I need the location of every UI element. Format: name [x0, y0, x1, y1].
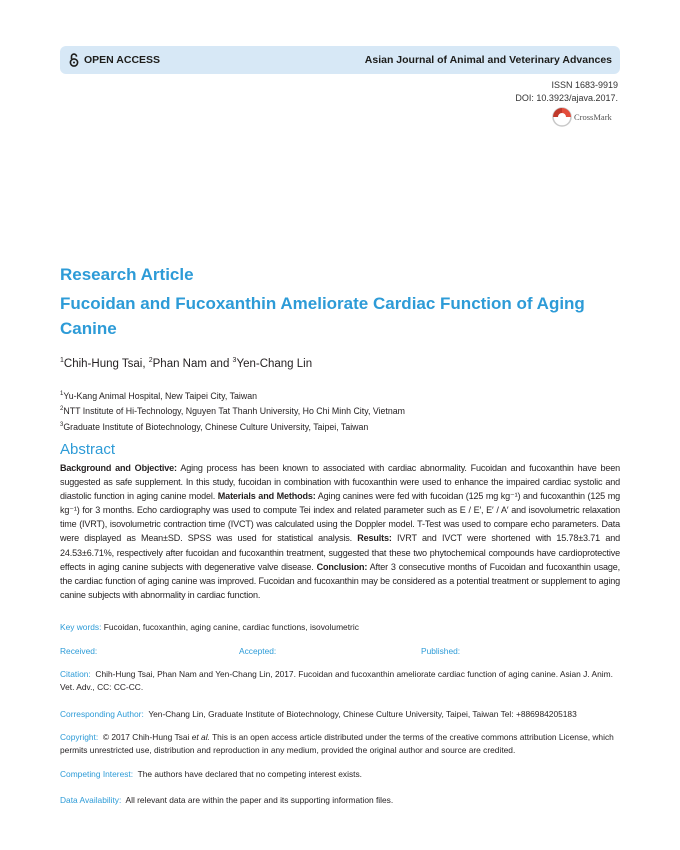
data-availability — [60, 794, 393, 807]
corresponding-author — [60, 708, 620, 721]
affiliation — [60, 388, 405, 403]
author-affil-marker: 3 — [232, 357, 237, 364]
abstract-heading: Abstract — [60, 441, 116, 458]
copyright-text-rest: This is an open access article distributed under the terms of the creative commons attribution License, which permits unrestricted use, distribution and reproduction in any medium, provided the original author and source are credited. — [60, 732, 614, 755]
crossmark-icon — [552, 107, 572, 127]
copyright-label: Copyright: — [60, 732, 99, 742]
copyright — [60, 731, 620, 757]
open-access-label: OPEN ACCESS — [84, 54, 161, 66]
crossmark-label: CrossMark — [574, 112, 612, 122]
abstract-text: Aging process has been known to associated with cardiac abnormality. Fucoidan and fucoxanthin have been suggested as safe supplement. In this study, fucoidan in combination with fucoxanthin were used to enhance the impaired cardiac systolic and diastolic function in aging canine model. — [60, 463, 621, 502]
author-name[interactable]: Yen-Chang Lin — [236, 357, 313, 370]
abstract-text: After 3 consecutive months of Fucoidan and fucoxanthin usage, the cardiac function of aging canine was improved. Fucoidan and fucoxanthin may be considered as a potential treatment or supplement to aging canine subjects with abnormality in cardiac function. — [60, 561, 620, 600]
header-bar — [60, 46, 620, 74]
citation-text: Chih-Hung Tsai, Phan Nam and Yen-Chang Lin, 2017. Fucoidan and fucoxanthin ameliorate cardiac function of aging canine. Asian J. Anim. Vet. Adv., CC: CC-CC. — [60, 669, 613, 692]
competing-label: Competing Interest: — [60, 769, 134, 779]
availability-text: All relevant data are within the paper and its supporting information files. — [125, 795, 394, 805]
corresponding-text: Yen-Chang Lin, Graduate Institute of Biotechnology, Chinese Culture University, Taipei, Taiwan Tel: +886984205183 — [148, 709, 577, 719]
affil-text: Yu-Kang Animal Hospital, New Taipei City, Taiwan — [63, 390, 257, 401]
affil-marker: 3 — [60, 421, 64, 428]
copyright-etal: et al. — [191, 732, 210, 742]
doi: DOI: 10.3923/ajava.2017. — [515, 93, 618, 103]
abstract-label: Background and Objective: — [60, 463, 177, 473]
affil-text: NTT Institute of Hi-Technology, Nguyen Tat Thanh University, Ho Chi Minh City, Vietnam — [63, 406, 405, 417]
journal-name: Asian Journal of Animal and Veterinary Advances — [364, 54, 612, 66]
citation-label: Citation: — [60, 669, 91, 679]
keywords-label: Key words: — [60, 622, 102, 632]
issn: ISSN 1683-9919 — [551, 80, 618, 90]
affil-marker: 1 — [60, 391, 64, 397]
article-title: Fucoidan and Fucoxanthin Ameliorate Cardiac Function of Aging Canine — [60, 294, 585, 338]
corresponding-label: Corresponding Author: — [60, 709, 144, 719]
issn-block — [515, 79, 618, 105]
abstract-text: Aging canines were fed with fucoidan (125 mg kg⁻¹) and fucoxanthin (125 mg kg⁻¹) for 3 months. Echo cardiography was used to compute Tei index and related parameter such as E / E′, E′ / A′ and isovolumetric relaxation time (IVRT), isovolumetric contraction time (IVCT) was calculated using the Doppler model. T-Test was used to compare echo parameters. Data were displayed as Mean±SD. SPSS was used for statistical analysis. — [60, 491, 620, 544]
abstract-label: Materials and Methods: — [217, 491, 316, 502]
abstract-label: Conclusion: — [316, 561, 368, 572]
keywords-text: Fucoidan, fucoxanthin, aging canine, cardiac functions, isovolumetric — [103, 622, 359, 632]
open-access-badge — [68, 53, 160, 67]
author-name[interactable]: Chih-Hung Tsai, — [63, 357, 149, 370]
citation — [60, 668, 620, 694]
competing-text: The authors have declared that no competing interest exists. — [137, 769, 363, 779]
copyright-text: © 2017 Chih-Hung Tsai — [102, 732, 192, 742]
crossmark-badge[interactable] — [552, 107, 612, 127]
author-affil-marker: 1 — [60, 357, 64, 364]
author-list — [60, 357, 312, 370]
abstract-body — [60, 461, 620, 602]
author-name[interactable]: Phan Nam and — [152, 357, 233, 370]
affiliation — [60, 403, 405, 418]
abstract-text: IVRT and IVCT were shortened with 15.78±3.71 and 24.53±6.71%, respectively after fucoidan and fucoxanthin treatment, suggested that these two phytochemical compounds have cardioprotective effects in aging canine subjects with degenerative valve disease. — [60, 533, 620, 572]
received-label: Received: — [60, 646, 98, 656]
affil-text: Graduate Institute of Biotechnology, Chinese Culture University, Taipei, Taiwan — [63, 421, 369, 432]
keywords — [60, 621, 359, 634]
abstract-label: Results: — [357, 533, 392, 544]
affiliation-list — [60, 388, 405, 434]
accepted-label: Accepted: — [239, 646, 277, 656]
affil-marker: 2 — [60, 406, 64, 413]
published-label: Published: — [421, 646, 461, 656]
author-affil-marker: 2 — [148, 357, 153, 364]
availability-label: Data Availability: — [60, 795, 122, 805]
open-lock-icon — [68, 53, 80, 67]
competing-interest — [60, 768, 362, 781]
article-type: Research Article — [60, 265, 194, 284]
affiliation — [60, 419, 405, 434]
